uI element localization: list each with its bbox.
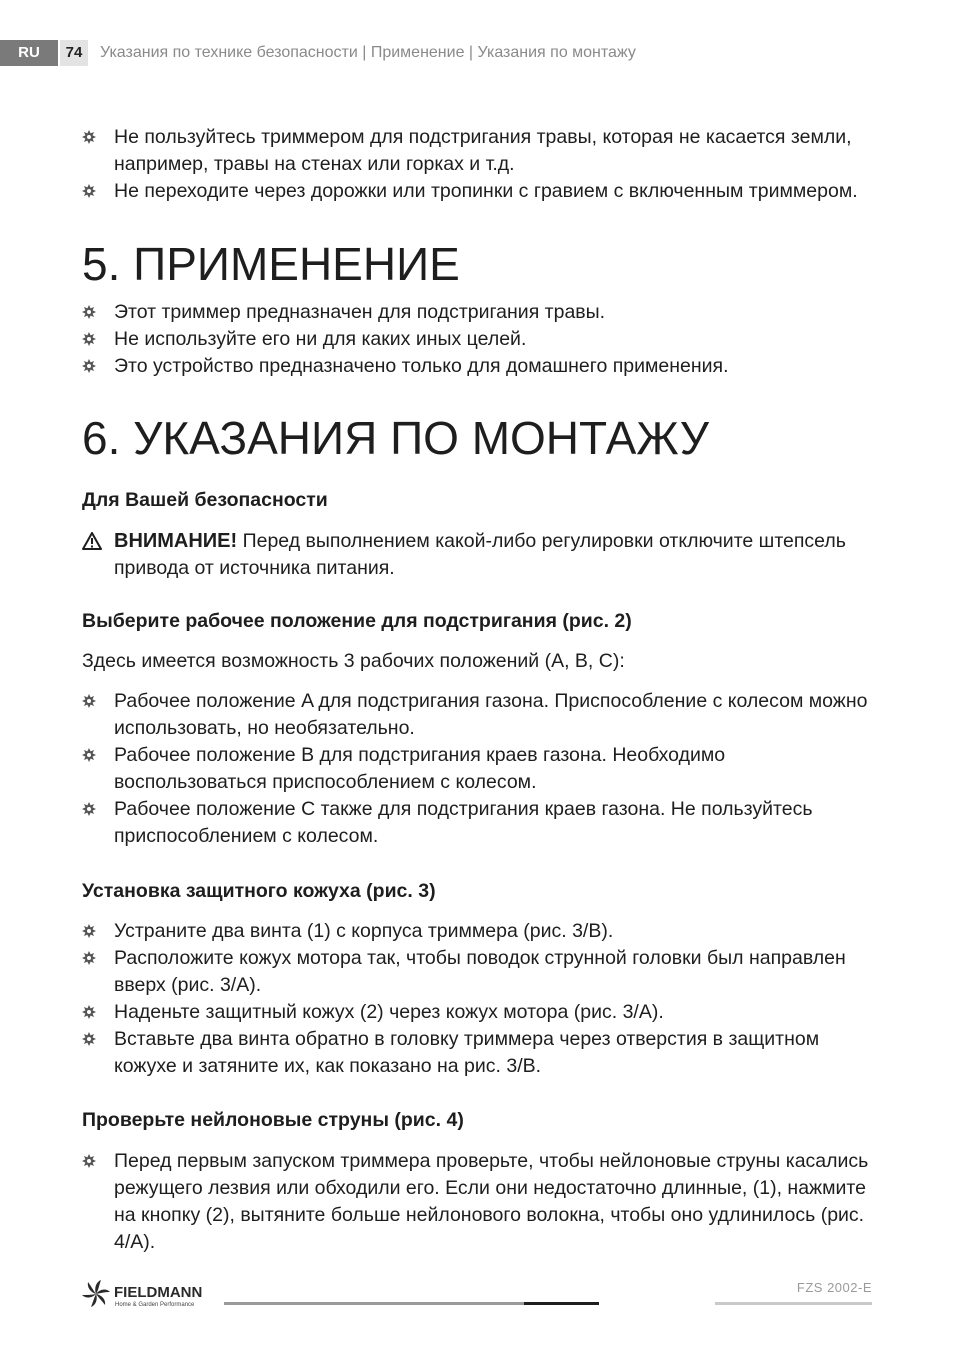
bullet-icon — [82, 748, 96, 762]
language-badge: RU — [0, 40, 58, 66]
bullet-icon — [82, 130, 96, 144]
safety-heading: Для Вашей безопасности — [82, 489, 328, 511]
svg-text:FIELDMANN: FIELDMANN — [114, 1284, 203, 1301]
fan-logo-icon — [82, 1280, 110, 1307]
list-item: Этот триммер предназначен для подстригания травы. — [82, 299, 872, 326]
bullet-icon — [82, 359, 96, 373]
running-title: Указания по технике безопасности | Применение | Указания по монтажу — [100, 44, 636, 61]
list-item: Рабочее положение A для подстригания газона. Приспособление с колесом можно использовать, но необязательно. — [82, 688, 872, 742]
bullet-icon — [82, 1154, 96, 1168]
guard-heading: Установка защитного кожуха (рис. 3) — [82, 880, 436, 902]
bullet-icon — [82, 305, 96, 319]
bullet-icon — [82, 951, 96, 965]
list-item: Наденьте защитный кожух (2) через кожух мотора (рис. 3/A). — [82, 999, 872, 1026]
warning-label: ВНИМАНИЕ! — [114, 530, 238, 552]
guard-bullet-list — [82, 918, 872, 1080]
section-5-title: 5. ПРИМЕНЕНИЕ — [82, 238, 460, 290]
brand-logo — [82, 1278, 224, 1312]
nylon-heading: Проверьте нейлоновые струны (рис. 4) — [82, 1109, 464, 1131]
warning-note — [82, 528, 872, 582]
bullet-icon — [82, 332, 96, 346]
model-number: FZS 2002-E — [796, 1280, 872, 1295]
intro-bullet-list — [82, 124, 872, 205]
warning-icon — [82, 531, 102, 549]
footer-rule-gap — [599, 1302, 715, 1305]
list-item: Не пользуйтесь триммером для подстригания травы, которая не касается земли, например, травы на стенах или горках и т.д. — [82, 124, 872, 178]
list-item: Вставьте два винта обратно в головку триммера через отверстия в защитном кожухе и затяните их, как показано на рис. 3/B. — [82, 1026, 872, 1080]
list-item: Не переходите через дорожки или тропинки с гравием с включенным триммером. — [82, 178, 872, 205]
list-item: Не используйте его ни для каких иных целей. — [82, 326, 872, 353]
page-header — [0, 40, 954, 66]
bullet-icon — [82, 924, 96, 938]
bullet-icon — [82, 1005, 96, 1019]
position-heading: Выберите рабочее положение для подстригания (рис. 2) — [82, 610, 632, 632]
section-6-title: 6. УКАЗАНИЯ ПО МОНТАЖУ — [82, 412, 709, 464]
nylon-bullet-list — [82, 1148, 872, 1256]
section-5-bullet-list — [82, 299, 872, 380]
list-item: Устраните два винта (1) с корпуса триммера (рис. 3/B). — [82, 918, 872, 945]
bullet-icon — [82, 184, 96, 198]
list-item: Рабочее положение C также для подстригания краев газона. Не пользуйтесь приспособлением с колесом. — [82, 796, 872, 850]
warning-text: Перед выполнением какой-либо регулировки отключите штепсель привода от источника питания. — [114, 530, 846, 579]
svg-text:Home & Garden Performance: Home & Garden Performance — [115, 1302, 195, 1308]
list-item: Расположите кожух мотора так, чтобы поводок струнной головки был направлен вверх (рис. 3/A). — [82, 945, 872, 999]
list-item: Рабочее положение B для подстригания краев газона. Необходимо воспользоваться приспособлением с колесом. — [82, 742, 872, 796]
list-item: Перед первым запуском триммера проверьте, чтобы нейлоновые струны касались режущего лезвия или обходили его. Если они недостаточно длинные, (1), нажмите на кнопку (2), вытяните больше нейлонового волокна, чтобы оно удлинилось (рис. 4/A). — [82, 1148, 872, 1256]
bullet-icon — [82, 694, 96, 708]
position-intro: Здесь имеется возможность 3 рабочих положений (A, B, C): — [82, 650, 625, 672]
bullet-icon — [82, 1032, 96, 1046]
footer-rule-left — [224, 1302, 524, 1305]
page-number: 74 — [60, 40, 88, 66]
footer-rule-right — [715, 1302, 872, 1305]
position-bullet-list — [82, 688, 872, 850]
list-item: Это устройство предназначено только для домашнего применения. — [82, 353, 872, 380]
footer-rule-accent — [524, 1302, 599, 1305]
bullet-icon — [82, 802, 96, 816]
